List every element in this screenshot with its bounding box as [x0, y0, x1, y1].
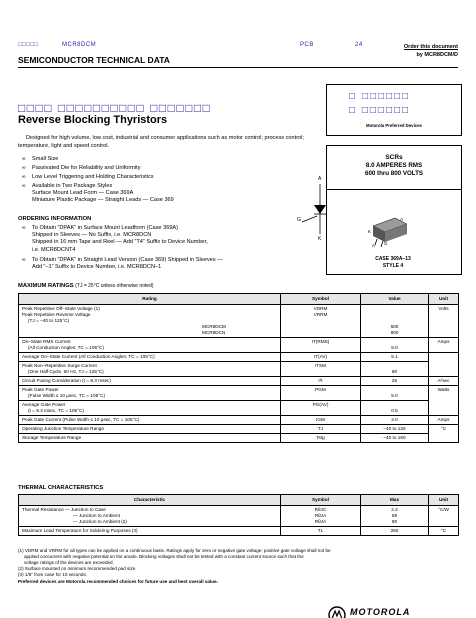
ordering-title: ORDERING INFORMATION: [18, 216, 92, 222]
table-row: Average Gate Power (t = 8.3 msec, TC = 105°C) PG(AV) 0.5: [19, 401, 459, 416]
header-pcb: PCB: [300, 42, 314, 48]
header-part-number: MCR8DCM: [62, 42, 97, 48]
table-header-row: Rating Symbol Value Unit: [19, 294, 459, 305]
thermal-title: THERMAL CHARACTERISTICS: [18, 485, 104, 491]
bullet-icon: ∞: [22, 165, 26, 171]
table-row: Peak Gate Power (Pulse Width ≤ 10 µsec, TC = 105°C) PGM 5.0 Watts: [19, 386, 459, 401]
footnotes: (1) VDRM and VRRM for all types can be applied on a continuous basis. Ratings apply for zero or negative gate voltage; positive gate voltage shall not be applied concurrent with negative potential on the anode. Blocking voltages shall not be tested with a constant current source such that the voltage ratings of the devices are exceeded. (2) Surface mounted on minimum recommended pad size. (3) 1/8" from case for 10 seconds. Preferred devices are Motorola recommended choices for future use and best overall value.: [18, 548, 458, 585]
anode-label: A: [318, 176, 322, 182]
table-row: Average On–State Current (All Conduction Angles; TC = 105°C) IT(AV) 5.1: [19, 353, 459, 362]
table-row: Peak Gate Current (Pulse Width ≤ 10 µsec, TC = 105°C) IGM 2.0 Amps: [19, 416, 459, 425]
ordering-item: ∞ To Obtain “DPAK” in Surface Mount Leadform (Case 369A): [22, 225, 179, 231]
max-ratings-title: MAXIMUM RATINGS (TJ = 25°C unless otherwise noted): [18, 283, 154, 289]
ordering-line: Shipped in 16 mm Tape and Reel — Add “T4” Suffix to Device Number,: [32, 239, 208, 246]
pkg-g-label: G: [384, 241, 388, 246]
table-row: On–State RMS Current (All Conduction Angles; TC = 105°C) IT(RMS) 8.0 Amps: [19, 338, 459, 353]
ordering-line: i.e. MCR8DCNT4: [32, 246, 76, 253]
feature-item: ∞ Low Level Triggering and Holding Characteristics: [22, 174, 154, 180]
garbled-box-text: □ □□□□□□: [349, 105, 411, 116]
ordering-line: Shipped in Sleeves — No Suffix, i.e. MCR8DCN: [32, 232, 152, 239]
header-divider: [18, 67, 458, 68]
ordering-line: Add “–1” Suffix to Device Number, i.e. MCR8DCN–1: [32, 264, 162, 271]
feature-subitem: Miniature Plastic Package — Straight Leads — Case 369: [32, 197, 174, 203]
amperes-label: 8.0 AMPERES RMS: [365, 162, 423, 169]
table-row: Operating Junction Temperature Range TJ –40 to 125 °C: [19, 425, 459, 434]
bullet-icon: ∞: [22, 183, 26, 189]
preferred-label: Motorola Preferred Devices: [366, 123, 422, 128]
page-title: Reverse Blocking Thyristors: [18, 114, 168, 126]
intro-text: Designed for high volume, low cost, industrial and consumer applications such as motor control; process control; temperature, light and speed control.: [18, 135, 304, 149]
ordering-item: ∞ To Obtain “DPAK” in Straight Lead Version (Case 369) Shipped in Sleeves —: [22, 256, 223, 263]
pkg-a2-label: A: [372, 243, 376, 248]
order-by: by MCR8DCM/D: [416, 52, 458, 58]
pkg-k-label: K: [368, 229, 372, 234]
table-row: Maximum Lead Temperature for Soldering Purposes (3) TL 260 °C: [19, 527, 459, 536]
max-ratings-table: [18, 293, 459, 443]
order-text: Order this document: [403, 44, 458, 50]
bullet-icon: ∞: [22, 256, 26, 263]
garbled-subtitle: □□□□ □□□□□□□□□□ □□□□□□□: [18, 101, 212, 115]
features-list: [22, 156, 302, 206]
company-heading: SEMICONDUCTOR TECHNICAL DATA: [18, 55, 170, 65]
bullet-icon: ∞: [22, 156, 26, 162]
garbled-header-glyphs: □□□□□: [18, 42, 39, 48]
feature-item: ∞ Passivated Die for Reliability and Uniformity: [22, 165, 141, 171]
garbled-box-text: □ □□□□□□: [349, 91, 411, 102]
table-row: Thermal Resistance — Junction to Case — Junction to Ambient — Junction to Ambient (2) RθJC RθJA RθJA 2.2 88 80 °C/W: [19, 506, 459, 527]
table-row: Peak Repetitive Off–State Voltage (1) Peak Repetitive Reverse Voltage (TJ = –40 to 125°C) MCR8DCM MCR8DCN VDRM VRRM 600 800 Volts: [19, 305, 459, 338]
volts-label: 600 thru 800 VOLTS: [365, 170, 423, 177]
table-row: Peak Non–Repetitive Surge Current (One Half Cycle, 60 Hz, TJ = 125°C) ITSM 80: [19, 362, 459, 377]
cathode-label: K: [318, 236, 322, 242]
motorola-brand: MOTOROLA: [350, 607, 411, 617]
case-label: CASE 369A–13 STYLE 4: [375, 256, 411, 269]
thermal-table: [18, 494, 459, 536]
feature-subitem: Surface Mount Lead Form — Case 369A: [32, 190, 134, 196]
feature-item: ∞ Available in Two Package Styles: [22, 183, 113, 189]
bullet-icon: ∞: [22, 225, 26, 231]
gate-label: G: [297, 217, 301, 223]
ordering-block: [22, 225, 312, 271]
scr-label: SCRs: [385, 154, 403, 161]
pkg-a-label: A: [400, 217, 404, 222]
table-row: Storage Temperature Range Tstg –40 to 150: [19, 434, 459, 443]
preferred-device-box: [326, 84, 462, 136]
motorola-logo-icon: [328, 606, 346, 618]
preferred-note: Preferred devices are Motorola recommended choices for future use and best overall value.: [18, 579, 218, 584]
table-header-row: Characteristic Symbol Max Unit: [19, 495, 459, 506]
feature-item: ∞ Small Size: [22, 156, 59, 162]
bullet-icon: ∞: [22, 174, 26, 180]
header-page-number: 24: [355, 42, 363, 48]
table-row: Circuit Fusing Consideration (t = 8.3 msec) I²t 26 A²sec: [19, 377, 459, 386]
